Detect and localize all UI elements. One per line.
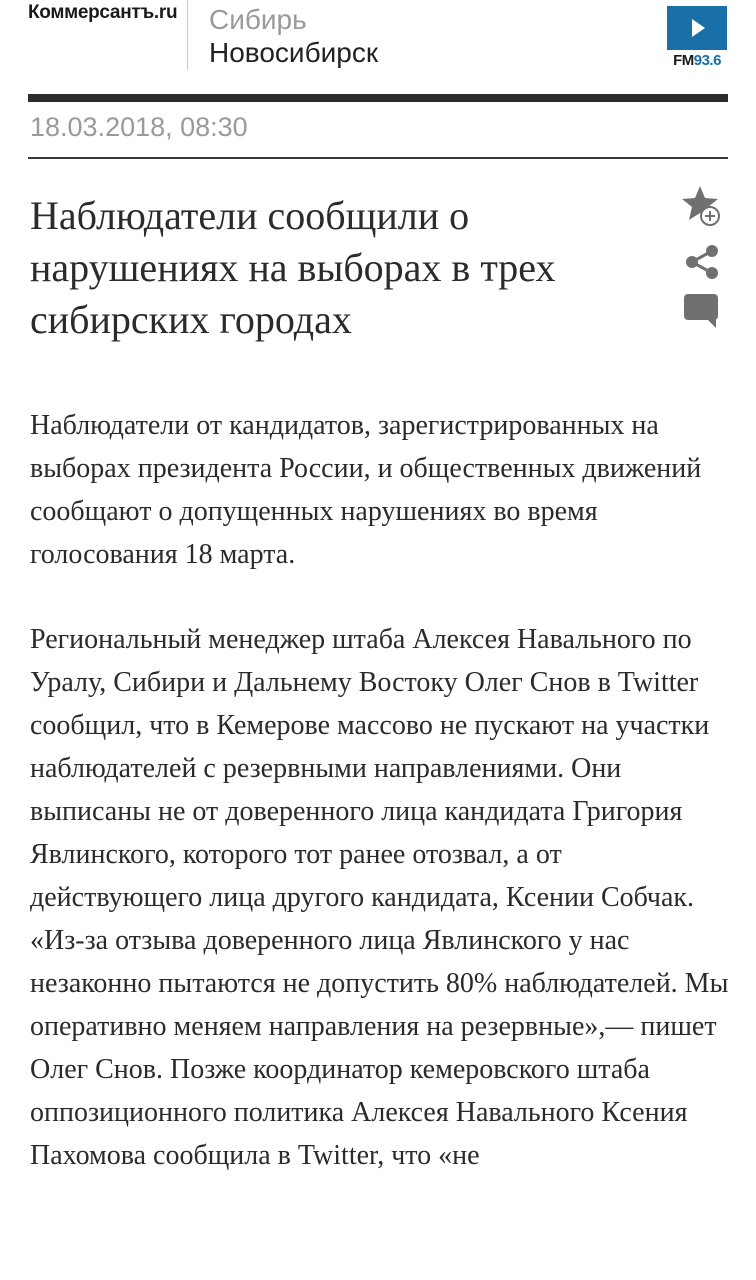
radio-player-button[interactable] [664, 6, 730, 70]
share-icon[interactable] [682, 242, 726, 286]
site-logo[interactable]: Коммерсантъ.ru [28, 2, 178, 23]
article-body [30, 404, 730, 1219]
header-divider [187, 0, 188, 70]
article-date: 18.03.2018, 08:30 [30, 112, 248, 142]
article-paragraph-lead: Наблюдатели от кандидатов, зарегистрированных на выборах президента России, и общественных движений сообщают о допущенных нарушениях во время голосования 18 марта. [30, 410, 702, 570]
article-paragraph: Региональный менеджер штаба Алексея Навального по Уралу, Сибири и Дальнему Востоку Олег Снов в Twitter сообщил, что в Кемерове массово не пускают на участки наблюдателей с резервными направлениями. Они выписаны не от доверенного лица кандидата Григория Явлинского, которого тот ранее отозвал, а от действующего лица другого кандидата, Ксении Собчак. «Из-за отзыва доверенного лица Явлинского у нас незаконно пытаются не допустить 80% наблюдателей. Мы оперативно меняем направления на резервные»,— пишет Олег Снов. Позже координатор кемеровского штаба оппозиционного политика Алексея Навального Ксения Пахомова сообщила в Twitter, что «не [30, 624, 729, 1171]
star-plus-icon[interactable] [680, 184, 724, 228]
radio-prefix: FM [673, 52, 694, 69]
radio-label [664, 52, 730, 69]
header-bottom-rule [28, 94, 728, 102]
region-name[interactable]: Сибирь [209, 4, 307, 35]
play-icon[interactable] [667, 6, 727, 50]
date-rule [28, 157, 728, 159]
radio-frequency: 93.6 [693, 52, 721, 69]
site-header [0, 0, 756, 94]
article-title: Наблюдатели сообщили о нарушениях на выборах в трех сибирских городах [30, 193, 556, 342]
comment-icon[interactable] [682, 290, 726, 334]
city-name[interactable]: Новосибирск [209, 37, 379, 68]
